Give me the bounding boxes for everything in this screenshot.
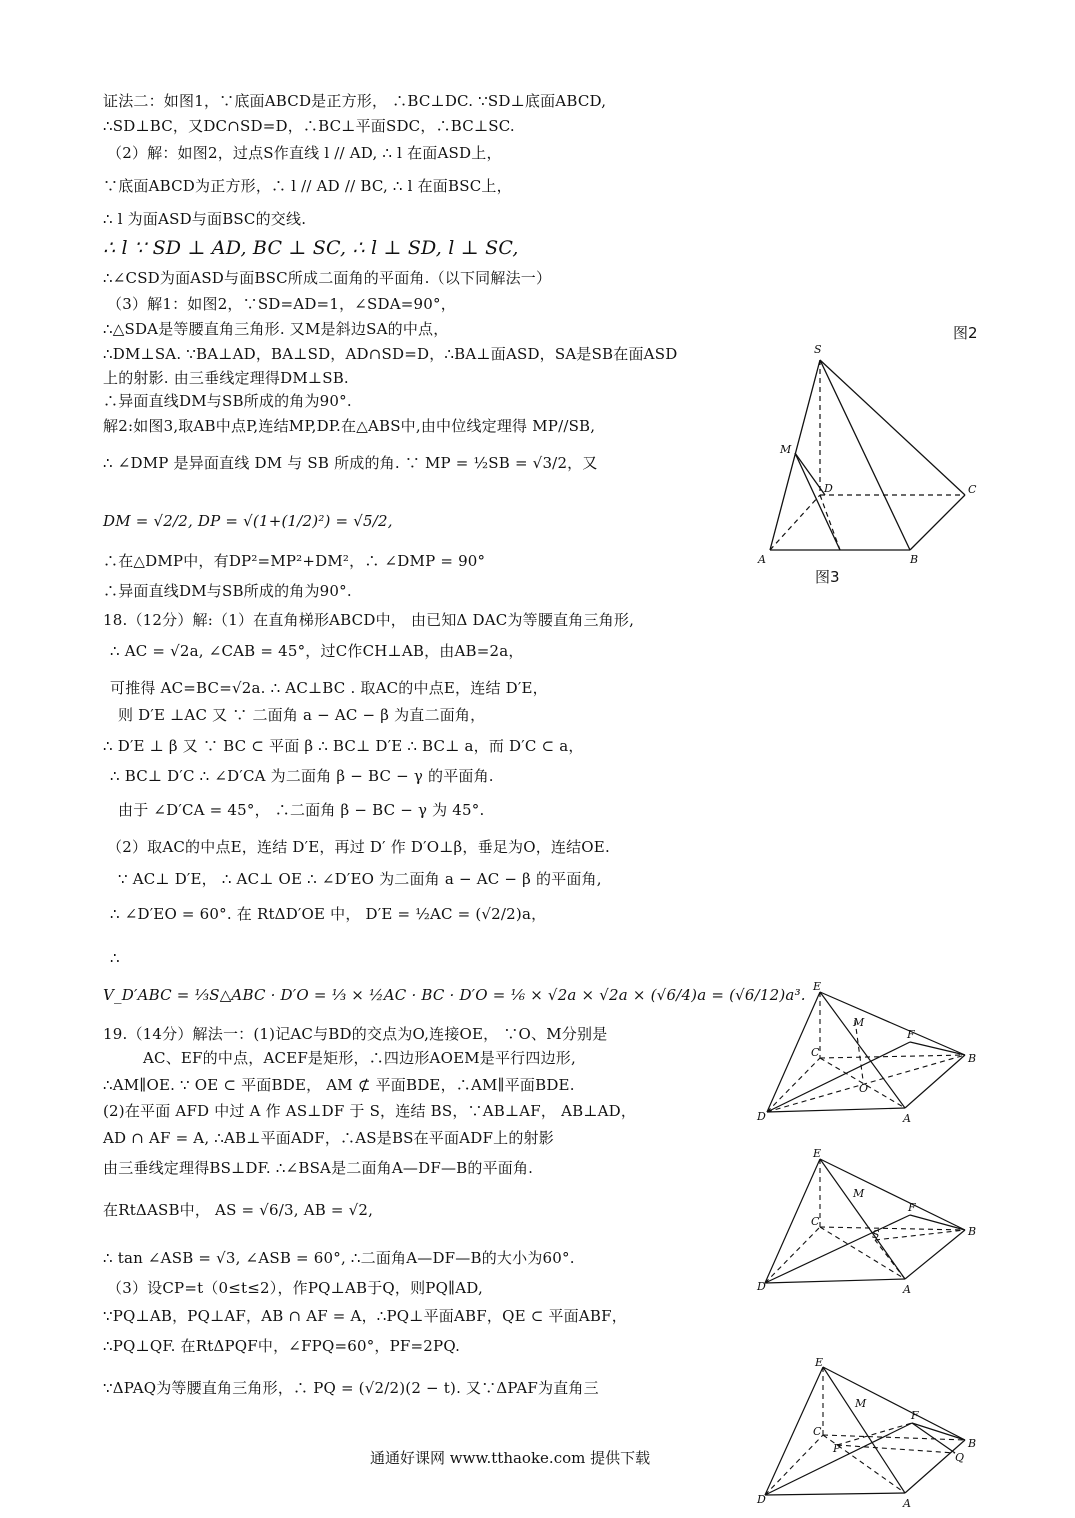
text-line: ∴PQ⊥QF. 在RtΔPQF中，∠FPQ=60°，PF=2PQ. bbox=[103, 1337, 461, 1355]
label-b: B bbox=[968, 1052, 977, 1065]
label-c: C bbox=[811, 1046, 820, 1059]
label-a: A bbox=[903, 1112, 911, 1125]
figure-3-caption: 图3 bbox=[815, 568, 840, 586]
text-line: ∴异面直线DM与SB所成的角为90°. bbox=[103, 392, 352, 410]
label-b: B bbox=[910, 553, 919, 566]
label-e: E bbox=[813, 1147, 822, 1160]
label-d: D bbox=[824, 482, 833, 495]
label-q: Q bbox=[955, 1451, 965, 1464]
text-line: （2）取AC的中点E，连结 D′E，再过 D′ 作 D′O⊥β，垂足为O，连结OE. bbox=[107, 838, 610, 856]
text-line: 证法二：如图1，∵底面ABCD是正方形， ∴BC⊥DC. ∵SD⊥底面ABCD, bbox=[103, 92, 607, 110]
text-line: （3）设CP=t（0≤t≤2），作PQ⊥AB于Q，则PQ∥AD, bbox=[107, 1279, 483, 1297]
label-o: O bbox=[859, 1082, 869, 1095]
text-line: ∴ l 为面ASD与面BSC的交线. bbox=[103, 210, 307, 228]
label-f: F bbox=[911, 1409, 919, 1422]
label-a: A bbox=[903, 1283, 911, 1295]
label-c: C bbox=[813, 1425, 822, 1438]
text-line: （2）解：如图2，过点S作直线 l // AD, ∴ l 在面ASD上， bbox=[107, 144, 502, 162]
text-line: (2)在平面 AFD 中过 A 作 AS⊥DF 于 S，连结 BS，∵AB⊥AF， AB⊥AD， bbox=[103, 1102, 637, 1120]
label-s: S bbox=[814, 343, 822, 356]
label-e: E bbox=[815, 1356, 824, 1369]
text-line: ∴ ∠D′EO = 60°. 在 RtΔD′OE 中， D′E = ½AC = (√2/2)a， bbox=[110, 905, 547, 923]
label-m: M bbox=[780, 443, 792, 456]
solid-figure-19-2 bbox=[755, 1145, 980, 1295]
text-line: V_D′ABC = ⅓S△ABC · D′O = ⅓ × ½AC · BC · D′O = ⅙ × √2a × √2a × (√6/4)a = (√6/12)a³. bbox=[103, 986, 806, 1004]
label-m: M bbox=[853, 1016, 865, 1029]
text-line: ∴ l ∵ SD ⊥ AD, BC ⊥ SC, ∴ l ⊥ SD, l ⊥ SC, bbox=[103, 237, 519, 259]
figure-2-caption: 图2 bbox=[953, 324, 978, 342]
label-f: F bbox=[908, 1201, 916, 1214]
pyramid-figure-3 bbox=[750, 335, 990, 570]
text-line: ∴ D′E ⊥ β 又 ∵ BC ⊂ 平面 β ∴ BC⊥ D′E ∴ BC⊥ a，而 D′C ⊂ a， bbox=[103, 737, 584, 755]
text-line: ∴ AC = √2a, ∠CAB = 45°，过C作CH⊥AB，由AB=2a， bbox=[110, 642, 524, 660]
text-line: ∵底面ABCD为正方形，∴ l // AD // BC, ∴ l 在面BSC上， bbox=[103, 177, 512, 195]
text-line: 可推得 AC=BC=√2a. ∴ AC⊥BC . 取AC的中点E，连结 D′E， bbox=[110, 679, 548, 697]
text-line: 由于 ∠D′CA = 45°， ∴二面角 β − BC − γ 为 45°. bbox=[118, 801, 485, 819]
solid-figure-19-3 bbox=[755, 1355, 980, 1510]
text-line: ∴ bbox=[110, 949, 120, 967]
label-f: F bbox=[907, 1028, 915, 1041]
label-c: C bbox=[968, 483, 977, 496]
text-line: （3）解1：如图2，∵SD=AD=1，∠SDA=90°， bbox=[107, 295, 456, 313]
label-a: A bbox=[903, 1497, 911, 1510]
label-c: C bbox=[811, 1215, 820, 1228]
text-line: ∴SD⊥BC，又DC∩SD=D，∴BC⊥平面SDC，∴BC⊥SC. bbox=[103, 117, 515, 135]
text-line: ∴ BC⊥ D′C ∴ ∠D′CA 为二面角 β − BC − γ 的平面角. bbox=[110, 767, 494, 785]
label-e: E bbox=[813, 980, 822, 993]
label-b: B bbox=[968, 1437, 977, 1450]
text-line: ∴AM∥OE. ∵ OE ⊂ 平面BDE， AM ⊄ 平面BDE，∴AM∥平面BDE. bbox=[103, 1076, 575, 1094]
label-m: M bbox=[855, 1397, 867, 1410]
text-line: ∴异面直线DM与SB所成的角为90°. bbox=[103, 582, 352, 600]
text-line: DM = √2/2, DP = √(1+(1/2)²) = √5/2, bbox=[103, 512, 393, 530]
solid-figure-19-1 bbox=[755, 980, 980, 1125]
label-m: M bbox=[853, 1187, 865, 1200]
text-line: ∵PQ⊥AB，PQ⊥AF，AB ∩ AF = A，∴PQ⊥平面ABF，QE ⊂ 平面ABF， bbox=[103, 1307, 627, 1325]
text-line: 上的射影. 由三垂线定理得DM⊥SB. bbox=[103, 369, 349, 387]
text-line: ∵ΔPAQ为等腰直角三角形，∴ PQ = (√2/2)(2 − t). 又∵ΔPAF为直角三 bbox=[103, 1379, 599, 1397]
text-line: ∴DM⊥SA. ∵BA⊥AD，BA⊥SD，AD∩SD=D，∴BA⊥面ASD，SA是SB在面ASD bbox=[103, 345, 678, 363]
text-line: AD ∩ AF = A, ∴AB⊥平面ADF，∴AS是BS在平面ADF上的射影 bbox=[103, 1129, 554, 1147]
text-line: 则 D′E ⊥AC 又 ∵ 二面角 a − AC − β 为直二面角， bbox=[118, 706, 486, 724]
text-line: ∴在△DMP中，有DP²=MP²+DM²，∴ ∠DMP = 90° bbox=[103, 552, 486, 570]
page-footer: 通通好课网 www.tthaoke.com 提供下载 bbox=[370, 1449, 651, 1467]
text-line: 18.（12分）解:（1）在直角梯形ABCD中， 由已知Δ DAC为等腰直角三角形, bbox=[103, 611, 635, 629]
text-line: ∵ AC⊥ D′E， ∴ AC⊥ OE ∴ ∠D′EO 为二面角 a − AC − β 的平面角, bbox=[118, 870, 602, 888]
text-line: ∴△SDA是等腰直角三角形. 又M是斜边SA的中点， bbox=[103, 320, 449, 338]
text-line: 由三垂线定理得BS⊥DF. ∴∠BSA是二面角A—DF—B的平面角. bbox=[103, 1159, 534, 1177]
text-line: ∴∠CSD为面ASD与面BSC所成二面角的平面角.（以下同解法一） bbox=[103, 269, 552, 287]
label-d: D bbox=[757, 1493, 766, 1506]
label-p: P bbox=[833, 1442, 841, 1455]
text-line: ∴ ∠DMP 是异面直线 DM 与 SB 所成的角. ∵ MP = ½SB = √3/2，又 bbox=[103, 454, 598, 472]
text-line: ∴ tan ∠ASB = √3, ∠ASB = 60°, ∴二面角A—DF—B的大小为60°. bbox=[103, 1249, 575, 1267]
text-line: 在RtΔASB中， AS = √6/3, AB = √2, bbox=[103, 1201, 374, 1219]
label-d: D bbox=[757, 1280, 766, 1293]
label-d: D bbox=[757, 1110, 766, 1123]
label-a: A bbox=[758, 553, 766, 566]
label-s: S bbox=[872, 1228, 880, 1241]
text-line: 19.（14分）解法一：(1)记AC与BD的交点为O,连接OE， ∵O、M分别是 bbox=[103, 1025, 608, 1043]
label-b: B bbox=[968, 1225, 977, 1238]
text-line: AC、EF的中点，ACEF是矩形，∴四边形AOEM是平行四边形, bbox=[143, 1049, 576, 1067]
text-line: 解2:如图3,取AB中点P,连结MP,DP.在△ABS中,由中位线定理得 MP//SB, bbox=[103, 417, 596, 435]
